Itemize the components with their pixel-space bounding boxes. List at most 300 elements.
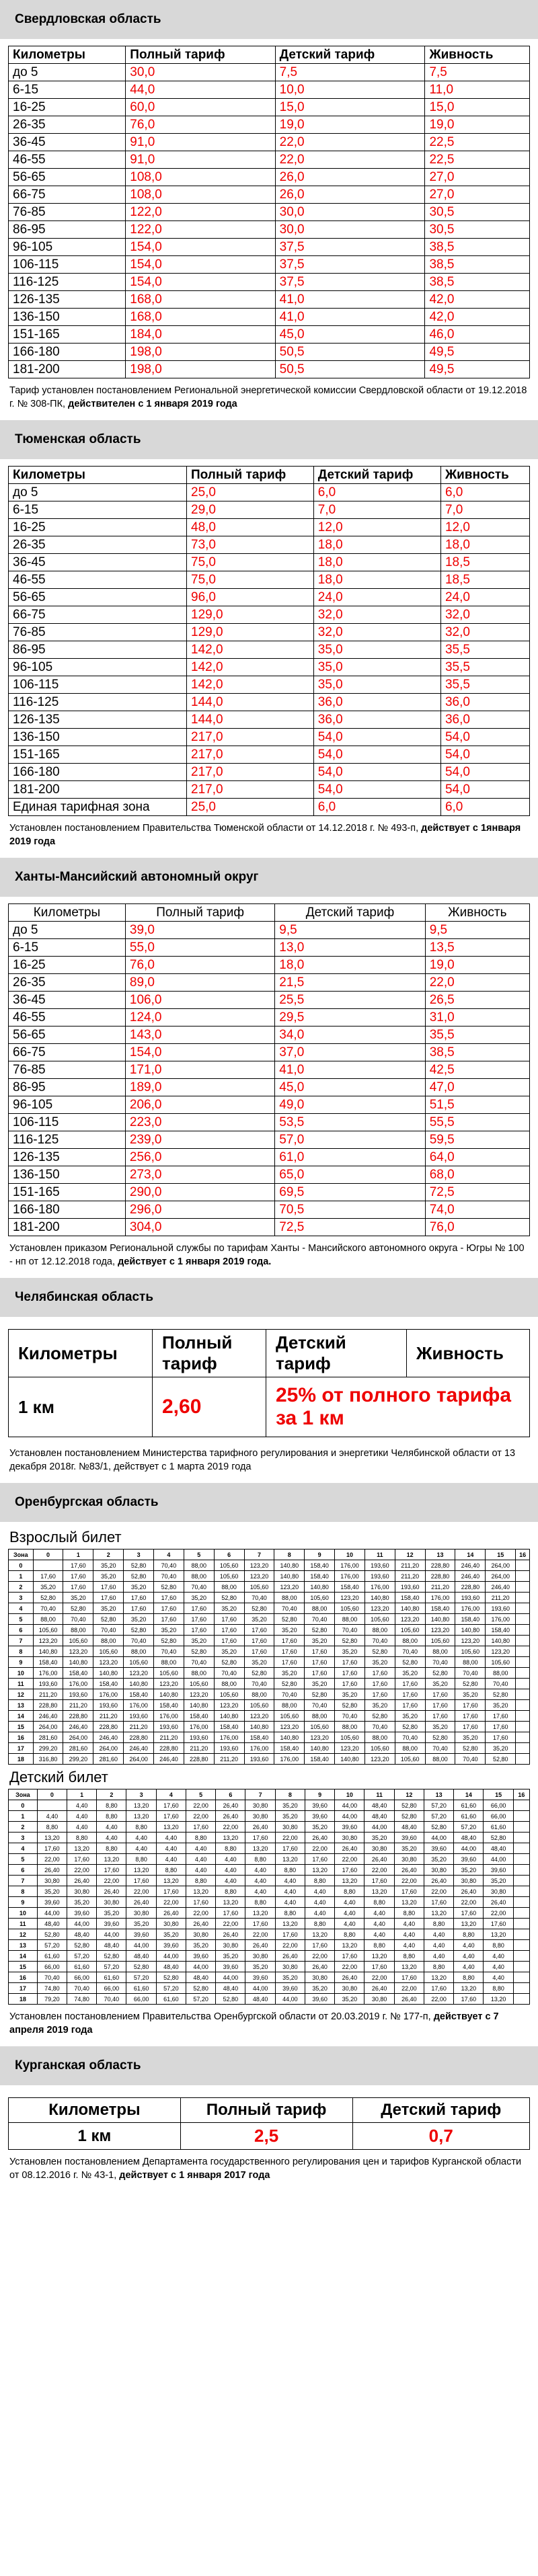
- fare-cell: 158,40: [305, 1571, 335, 1582]
- fare-cell: 17,60: [335, 1679, 365, 1689]
- cell-value: 296,0: [125, 1201, 274, 1219]
- fare-cell: 4,40: [186, 1865, 215, 1876]
- fare-cell: 140,80: [274, 1560, 305, 1571]
- fare-cell: 176,00: [486, 1614, 516, 1625]
- child-matrix: [8, 1789, 530, 2005]
- cell-km: 26-35: [9, 116, 126, 134]
- cell-value: 91,0: [126, 134, 275, 151]
- fare-cell: 35,20: [364, 1833, 394, 1843]
- matrix-row: [9, 1689, 530, 1700]
- fare-cell: 4,40: [275, 1897, 305, 1908]
- matrix-header: [9, 1789, 530, 1800]
- fare-cell: 26,40: [275, 1951, 305, 1962]
- matrix-row: [9, 1972, 530, 1983]
- fare-cell: 105,60: [305, 1722, 335, 1732]
- fare-cell: 35,20: [425, 1722, 455, 1732]
- fare-cell: 17,60: [275, 1929, 305, 1940]
- fare-cell: 48,40: [364, 1800, 394, 1811]
- fare-cell: 176,00: [244, 1743, 274, 1754]
- cell-value: 13,5: [425, 939, 529, 957]
- fare-cell: 35,20: [244, 1614, 274, 1625]
- fare-cell: 26,40: [216, 1800, 245, 1811]
- note-text: Установлен постановлением Департамента государственного регулирования цен и тарифов Курганской области от 08.12.2016 г. № 43-1,: [9, 2157, 522, 2181]
- cell-value: 38,5: [425, 1044, 529, 1061]
- table-row: [9, 291, 530, 309]
- fare-cell: 48,40: [216, 1983, 245, 1994]
- fare-cell: 4,40: [484, 1962, 513, 1972]
- fare-cell: 13,20: [305, 1865, 334, 1876]
- fare-cell: 70,40: [425, 1657, 455, 1668]
- fare-cell: 88,00: [425, 1646, 455, 1657]
- fare-cell: 30,80: [335, 1983, 364, 1994]
- fare-cell: 17,60: [156, 1811, 186, 1822]
- zone-label: 10: [9, 1668, 34, 1679]
- cell-value: 72,5: [275, 1219, 425, 1236]
- fare-cell: 22,00: [186, 1908, 215, 1919]
- fare-cell: 123,20: [63, 1646, 93, 1657]
- cell-value: 57,0: [275, 1131, 425, 1149]
- fare-cell: 35,20: [455, 1689, 486, 1700]
- fare-cell: 158,40: [93, 1679, 124, 1689]
- fare-cell: 8,80: [394, 1951, 424, 1962]
- fare-cell: 17,60: [214, 1636, 244, 1646]
- fare-cell: 26,40: [216, 1811, 245, 1822]
- fare-cell: 26,40: [364, 1983, 394, 1994]
- cell-value: 12,0: [313, 519, 440, 536]
- fare-cell: 39,60: [335, 1822, 364, 1833]
- cell-value: 45,0: [275, 326, 425, 344]
- fare-cell: 22,00: [37, 1854, 67, 1865]
- fare-cell: 26,40: [484, 1897, 513, 1908]
- fare-cell: 4,40: [424, 1929, 453, 1940]
- fare-cell: 52,80: [335, 1636, 365, 1646]
- fare-cell: 264,00: [124, 1754, 154, 1765]
- table-row: [9, 361, 530, 378]
- note-date: действует с 7 апреля 2019 года: [9, 2011, 499, 2036]
- cell-value: 76,0: [425, 1219, 529, 1236]
- fare-cell: 30,80: [126, 1908, 156, 1919]
- cell-value: 50,5: [275, 361, 425, 378]
- fare-cell: 52,80: [455, 1679, 486, 1689]
- fare-cell: 105,60: [33, 1625, 63, 1636]
- fare-cell: [513, 1854, 529, 1865]
- col-child: Детский тариф: [275, 904, 425, 922]
- col-full: Полный тариф: [125, 904, 274, 922]
- fare-cell: 52,80: [486, 1754, 516, 1765]
- cell-km: 181-200: [9, 781, 187, 799]
- table-row: [9, 1201, 530, 1219]
- zone-label: 1: [9, 1811, 38, 1822]
- cell-value: 75,0: [187, 571, 314, 589]
- fare-cell: 44,00: [245, 1983, 275, 1994]
- cell-value: 35,0: [313, 676, 440, 694]
- fare-cell: 105,60: [335, 1603, 365, 1614]
- matrix-row: [9, 1983, 530, 1994]
- fare-cell: 176,00: [184, 1722, 214, 1732]
- fare-cell: 8,80: [97, 1811, 126, 1822]
- fare-cell: 22,00: [186, 1800, 215, 1811]
- cell-value: 239,0: [125, 1131, 274, 1149]
- fare-cell: 22,00: [454, 1897, 484, 1908]
- fare-cell: 57,20: [424, 1800, 453, 1811]
- table-header-row: [9, 1330, 530, 1377]
- fare-cell: [513, 1951, 529, 1962]
- fare-cell: 22,00: [424, 1994, 453, 2005]
- fare-cell: 17,60: [394, 1972, 424, 1983]
- fare-cell: 35,20: [245, 1962, 275, 1972]
- fare-cell: 4,40: [67, 1811, 96, 1822]
- fare-cell: 17,60: [454, 1908, 484, 1919]
- fare-cell: 70,40: [364, 1722, 395, 1732]
- fare-cell: 123,20: [214, 1700, 244, 1711]
- fare-cell: 4,40: [305, 1897, 334, 1908]
- fare-cell: 4,40: [454, 1951, 484, 1962]
- fare-cell: 176,00: [154, 1711, 184, 1722]
- fare-cell: 193,60: [154, 1722, 184, 1732]
- cell-km: 126-135: [9, 711, 187, 729]
- fare-cell: 26,40: [394, 1865, 424, 1876]
- table-row: [9, 99, 530, 116]
- matrix-row: [9, 1811, 530, 1822]
- fare-cell: 105,60: [364, 1614, 395, 1625]
- table-row: [9, 536, 530, 554]
- fare-cell: 74,80: [37, 1983, 67, 1994]
- zone-col-header: 3: [124, 1549, 154, 1560]
- fare-cell: [516, 1689, 530, 1700]
- cell-km: 36-45: [9, 554, 187, 571]
- fare-cell: 228,80: [124, 1732, 154, 1743]
- table-row: [9, 606, 530, 624]
- cell-value: 22,0: [275, 151, 425, 169]
- fare-cell: 228,80: [425, 1560, 455, 1571]
- fare-cell: 17,60: [126, 1876, 156, 1886]
- fare-cell: 13,20: [335, 1940, 364, 1951]
- table-row: [9, 799, 530, 816]
- cell-km: 26-35: [9, 536, 187, 554]
- col-km: Километры: [9, 467, 187, 484]
- cell-km: 56-65: [9, 589, 187, 606]
- fare-cell: 22,00: [364, 1865, 394, 1876]
- cell-value: 37,0: [275, 1044, 425, 1061]
- fare-cell: 35,20: [275, 1972, 305, 1983]
- fare-cell: 228,80: [184, 1754, 214, 1765]
- fare-cell: 4,40: [335, 1897, 364, 1908]
- fare-cell: 52,80: [244, 1668, 274, 1679]
- fare-cell: 17,60: [63, 1582, 93, 1593]
- table-row: [9, 711, 530, 729]
- cell-value: 46,0: [425, 326, 530, 344]
- fare-cell: 211,20: [124, 1722, 154, 1732]
- fare-cell: 44,00: [216, 1972, 245, 1983]
- matrix-row: [9, 1582, 530, 1593]
- fare-cell: 70,40: [364, 1636, 395, 1646]
- orenburg-note: [8, 2005, 530, 2046]
- cell-km: 136-150: [9, 1166, 126, 1184]
- matrix-row: [9, 1908, 530, 1919]
- matrix-row: [9, 1560, 530, 1571]
- zone-col-header: 1: [63, 1549, 93, 1560]
- cell-value: 144,0: [187, 711, 314, 729]
- table-row: [9, 344, 530, 361]
- fare-cell: 35,20: [364, 1657, 395, 1668]
- zone-label: 6: [9, 1625, 34, 1636]
- fare-cell: 70,40: [274, 1689, 305, 1700]
- cell-value: 47,0: [425, 1079, 529, 1096]
- zone-col-header: 2: [97, 1789, 126, 1800]
- zone-col-header: 8: [274, 1549, 305, 1560]
- fare-cell: 30,80: [97, 1897, 126, 1908]
- zone-label: 11: [9, 1679, 34, 1689]
- table-row: [9, 1377, 530, 1437]
- fare-cell: 48,40: [37, 1919, 67, 1929]
- fare-cell: 8,80: [335, 1929, 364, 1940]
- fare-cell: 22,00: [216, 1822, 245, 1833]
- cell-value: 18,0: [275, 957, 425, 974]
- fare-cell: 8,80: [97, 1843, 126, 1854]
- col-child: Детский тариф: [266, 1330, 407, 1377]
- fare-cell: 140,80: [124, 1679, 154, 1689]
- fare-cell: 35,20: [424, 1854, 453, 1865]
- cell-value: 144,0: [187, 694, 314, 711]
- cell-value: 30,0: [275, 221, 425, 239]
- fare-cell: 52,80: [186, 1983, 215, 1994]
- fare-cell: 57,20: [37, 1940, 67, 1951]
- cell-km: 86-95: [9, 221, 126, 239]
- fare-cell: 88,00: [486, 1668, 516, 1679]
- fare-cell: 8,80: [37, 1822, 67, 1833]
- fare-cell: 88,00: [93, 1636, 124, 1646]
- table-row: [9, 1079, 530, 1096]
- zone-label: 18: [9, 1994, 38, 2005]
- fare-cell: 88,00: [395, 1743, 425, 1754]
- note-text: Установлен постановлением Правительства Оренбургской области от 20.03.2019 г. № 177-п,: [9, 2011, 434, 2022]
- fare-cell: 70,40: [244, 1679, 274, 1689]
- fare-cell: 158,40: [425, 1603, 455, 1614]
- fare-cell: 13,20: [216, 1897, 245, 1908]
- fare-cell: 35,20: [184, 1636, 214, 1646]
- cell-value: 122,0: [126, 204, 275, 221]
- table-row: [9, 1009, 530, 1027]
- zone-label: 5: [9, 1854, 38, 1865]
- cell-value: 45,0: [275, 1079, 425, 1096]
- fare-cell: 66,00: [126, 1994, 156, 2005]
- fare-cell: 61,60: [454, 1800, 484, 1811]
- fare-cell: 211,20: [63, 1700, 93, 1711]
- fare-cell: 17,60: [63, 1571, 93, 1582]
- fare-cell: 22,00: [216, 1919, 245, 1929]
- cell-km: 16-25: [9, 99, 126, 116]
- fare-cell: 105,60: [335, 1732, 365, 1743]
- fare-cell: 140,80: [214, 1711, 244, 1722]
- fare-cell: 70,40: [37, 1972, 67, 1983]
- fare-cell: 4,40: [67, 1822, 96, 1833]
- fare-cell: [33, 1560, 63, 1571]
- cell-value: 69,5: [275, 1184, 425, 1201]
- cell-value: 41,0: [275, 291, 425, 309]
- fare-cell: 158,40: [154, 1700, 184, 1711]
- fare-cell: 123,20: [244, 1711, 274, 1722]
- cell-value: 19,0: [275, 116, 425, 134]
- fare-cell: 4,40: [156, 1833, 186, 1843]
- fare-cell: 26,40: [305, 1833, 334, 1843]
- fare-cell: 17,60: [454, 1994, 484, 2005]
- fare-cell: 13,20: [275, 1919, 305, 1929]
- cell-value: 21,5: [275, 974, 425, 992]
- zone-label: 6: [9, 1865, 38, 1876]
- cell-value: 59,5: [425, 1131, 529, 1149]
- fare-cell: 22,00: [424, 1886, 453, 1897]
- cell-value: 76,0: [125, 957, 274, 974]
- fare-cell: [513, 1929, 529, 1940]
- fare-cell: 35,20: [335, 1994, 364, 2005]
- fare-cell: 158,40: [244, 1732, 274, 1743]
- table-row: [9, 659, 530, 676]
- table-row: [9, 746, 530, 764]
- fare-cell: 105,60: [455, 1646, 486, 1657]
- cell-km: 166-180: [9, 344, 126, 361]
- table-row: [9, 764, 530, 781]
- note-date: действует с 1 января 2017 года: [119, 2170, 270, 2181]
- fare-cell: 17,60: [394, 1886, 424, 1897]
- fare-cell: 105,60: [364, 1743, 395, 1754]
- table-row: [9, 676, 530, 694]
- zone-label: 3: [9, 1833, 38, 1843]
- cell-value: 68,0: [425, 1166, 529, 1184]
- fare-cell: 35,20: [37, 1886, 67, 1897]
- matrix-row: [9, 1929, 530, 1940]
- table-row: [9, 571, 530, 589]
- fare-cell: 176,00: [124, 1700, 154, 1711]
- fare-cell: 105,60: [425, 1636, 455, 1646]
- fare-cell: 39,60: [97, 1919, 126, 1929]
- fare-cell: 70,40: [33, 1603, 63, 1614]
- fare-cell: 88,00: [154, 1657, 184, 1668]
- fare-cell: 8,80: [245, 1897, 275, 1908]
- fare-cell: 26,40: [67, 1876, 96, 1886]
- fare-cell: [513, 1908, 529, 1919]
- fare-cell: 158,40: [395, 1593, 425, 1603]
- cell-value: 36,0: [440, 711, 529, 729]
- cell-value: 35,5: [440, 659, 529, 676]
- zone-col-header: 14: [455, 1549, 486, 1560]
- fare-cell: 44,00: [186, 1962, 215, 1972]
- fare-cell: 88,00: [184, 1560, 214, 1571]
- fare-cell: 211,20: [395, 1571, 425, 1582]
- fare-cell: 17,60: [37, 1843, 67, 1854]
- fare-cell: 26,40: [186, 1919, 215, 1929]
- fare-cell: 44,00: [37, 1908, 67, 1919]
- fare-cell: 17,60: [455, 1722, 486, 1732]
- note-date: действует с 1января 2019 года: [9, 823, 521, 847]
- fare-cell: 158,40: [305, 1560, 335, 1571]
- fare-cell: [516, 1700, 530, 1711]
- fare-cell: 88,00: [274, 1700, 305, 1711]
- zone-col-header: 4: [156, 1789, 186, 1800]
- matrix-row: [9, 1843, 530, 1854]
- cell-km: 126-135: [9, 1149, 126, 1166]
- cell-value: 26,5: [425, 992, 529, 1009]
- fare-cell: 22,00: [364, 1972, 394, 1983]
- fare-cell: 13,20: [126, 1811, 156, 1822]
- cell-value: 12,0: [440, 519, 529, 536]
- fare-cell: 48,40: [186, 1972, 215, 1983]
- fare-cell: [513, 1876, 529, 1886]
- cell-value: 54,0: [440, 746, 529, 764]
- sverdlovsk-note: [8, 378, 530, 420]
- cell-value: 18,5: [440, 554, 529, 571]
- cell-value: 55,0: [125, 939, 274, 957]
- fare-cell: 4,40: [275, 1876, 305, 1886]
- matrix-row: [9, 1994, 530, 2005]
- fare-cell: 35,20: [63, 1593, 93, 1603]
- fare-cell: [513, 1811, 529, 1822]
- chelyabinsk-note: Установлен постановлением Министерства тарифного регулирования и энергетики Челябинской области от 13 декабря 2018г. №83/1, действует с 1 марта 2019 года: [9, 1448, 516, 1472]
- fare-cell: 66,00: [484, 1811, 513, 1822]
- table-row: [9, 239, 530, 256]
- fare-cell: 281,60: [93, 1754, 124, 1765]
- zone-label: 4: [9, 1843, 38, 1854]
- fare-cell: 8,80: [186, 1876, 215, 1886]
- fare-cell: 246,40: [455, 1571, 486, 1582]
- fare-cell: 13,20: [484, 1929, 513, 1940]
- fare-cell: [513, 1833, 529, 1843]
- fare-cell: 52,80: [244, 1603, 274, 1614]
- cell-value: 91,0: [126, 151, 275, 169]
- cell-km: 151-165: [9, 326, 126, 344]
- fare-cell: 30,80: [364, 1843, 394, 1854]
- fare-cell: 26,40: [305, 1962, 334, 1972]
- fare-cell: 48,40: [156, 1962, 186, 1972]
- fare-cell: 176,00: [214, 1732, 244, 1743]
- col-km: Километры: [9, 2098, 181, 2123]
- cell-value: 73,0: [187, 536, 314, 554]
- cell-km: 166-180: [9, 1201, 126, 1219]
- fare-cell: 57,20: [156, 1983, 186, 1994]
- fare-cell: 26,40: [126, 1897, 156, 1908]
- cell-km: 106-115: [9, 256, 126, 274]
- fare-cell: 4,40: [126, 1843, 156, 1854]
- cell-value: 32,0: [313, 606, 440, 624]
- zone-label: 16: [9, 1732, 34, 1743]
- fare-cell: 52,80: [394, 1811, 424, 1822]
- fare-cell: 17,60: [154, 1603, 184, 1614]
- fare-cell: 88,00: [455, 1657, 486, 1668]
- fare-cell: 22,00: [484, 1908, 513, 1919]
- fare-cell: 39,60: [305, 1811, 334, 1822]
- table-row: [9, 1114, 530, 1131]
- col-child: Детский тариф: [275, 46, 425, 64]
- fare-cell: 88,00: [425, 1754, 455, 1765]
- zone-label: 4: [9, 1603, 34, 1614]
- fare-cell: 52,80: [124, 1560, 154, 1571]
- fare-cell: 4,40: [394, 1919, 424, 1929]
- cell-km: 116-125: [9, 274, 126, 291]
- fare-cell: 13,20: [97, 1854, 126, 1865]
- fare-cell: [516, 1722, 530, 1732]
- cell-value: 70,5: [275, 1201, 425, 1219]
- fare-cell: 17,60: [184, 1603, 214, 1614]
- cell-value: 168,0: [126, 309, 275, 326]
- zone-col-header: 11: [364, 1789, 394, 1800]
- table-row: [9, 186, 530, 204]
- fare-cell: 4,40: [37, 1811, 67, 1822]
- cell-value: 108,0: [126, 169, 275, 186]
- fare-cell: 39,60: [186, 1951, 215, 1962]
- zone-col-header: 0: [33, 1549, 63, 1560]
- cell-value: 89,0: [125, 974, 274, 992]
- fare-cell: 4,40: [216, 1854, 245, 1865]
- cell-value: 64,0: [425, 1149, 529, 1166]
